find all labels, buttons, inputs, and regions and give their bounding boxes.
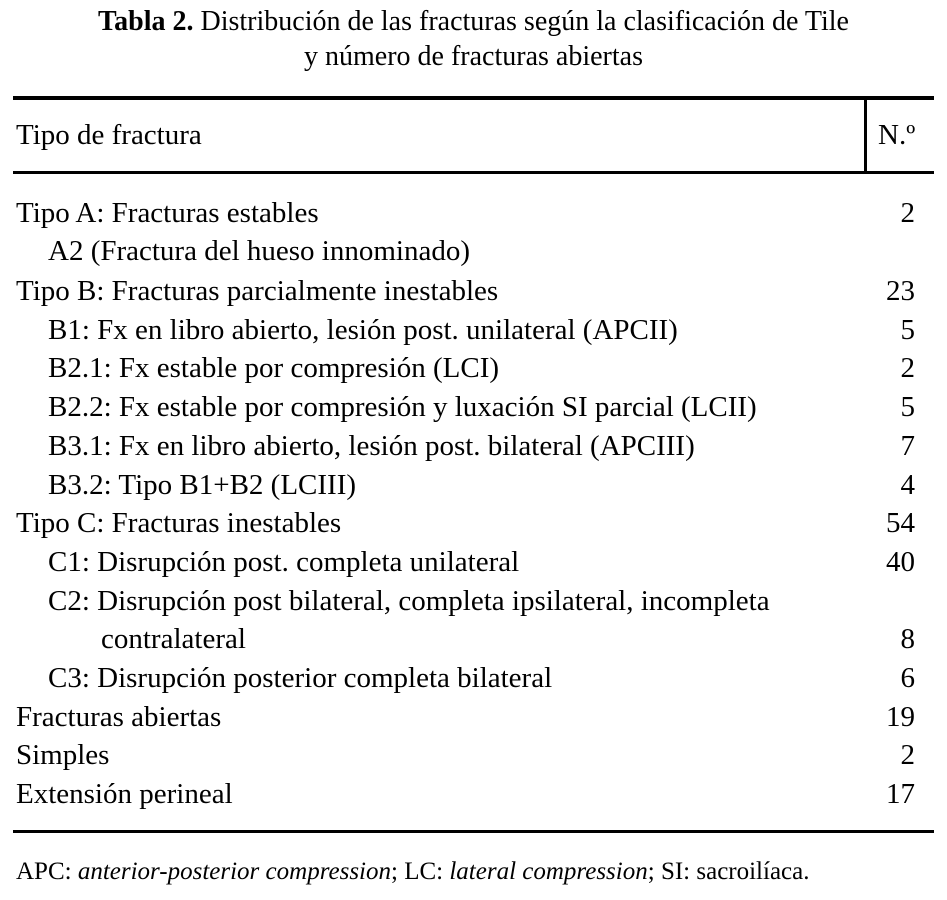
top-rule	[13, 96, 934, 100]
table-row	[16, 620, 915, 659]
table-row	[16, 466, 915, 505]
table-row	[16, 736, 915, 775]
row-label: B2.1: Fx estable por compresión (LCI)	[48, 352, 500, 384]
row-label: Extensión perineal	[16, 778, 233, 810]
row-label-continuation: contralateral	[101, 623, 246, 655]
footnote-apc-abbr: APC:	[16, 858, 72, 885]
row-value: 2	[900, 739, 915, 771]
table-row	[16, 775, 915, 814]
row-label: B3.1: Fx en libro abierto, lesión post. bilateral (APCIII)	[48, 430, 695, 462]
footnote-lc-text: lateral compression	[449, 858, 648, 885]
footnote-separator: ;	[391, 858, 398, 885]
row-value: 2	[900, 197, 915, 229]
row-label: Simples	[16, 739, 110, 771]
header-fracture-type: Tipo de fractura	[16, 119, 202, 151]
table-row	[16, 543, 915, 582]
row-value: 6	[900, 662, 915, 694]
table-row	[16, 311, 915, 350]
row-label: C1: Disrupción post. completa unilateral	[48, 546, 520, 578]
table-row	[16, 659, 915, 698]
row-value: 7	[900, 430, 915, 462]
row-value: 5	[900, 391, 915, 423]
table-row	[16, 232, 915, 271]
table-row	[16, 272, 915, 311]
caption-line-2: y número de fracturas abiertas	[304, 41, 643, 72]
table-caption	[0, 4, 947, 74]
footnote-apc-text: anterior-posterior compression	[77, 858, 391, 885]
header-count: N.º	[878, 119, 916, 151]
row-value: 5	[900, 314, 915, 346]
row-label: B3.2: Tipo B1+B2 (LCIII)	[48, 469, 357, 501]
row-value: 40	[886, 546, 915, 578]
header-rule	[13, 171, 934, 174]
caption-label: Tabla 2.	[98, 6, 194, 37]
table-row	[16, 698, 915, 737]
table-row	[16, 582, 915, 621]
row-value: 4	[900, 469, 915, 501]
table-row	[16, 388, 915, 427]
table-row	[16, 504, 915, 543]
table-row	[16, 427, 915, 466]
caption-text-1: Distribución de las fracturas según la clasificación de Tile	[200, 6, 849, 37]
row-label: B1: Fx en libro abierto, lesión post. unilateral (APCII)	[48, 314, 678, 346]
row-label: Fracturas abiertas	[16, 701, 222, 733]
row-value: 17	[886, 778, 915, 810]
row-label: B2.2: Fx estable por compresión y luxación SI parcial (LCII)	[48, 391, 757, 423]
row-value: 19	[886, 701, 915, 733]
row-label: Tipo B: Fracturas parcialmente inestables	[16, 275, 499, 307]
footnote-si: SI: sacroilíaca.	[660, 858, 810, 885]
row-label: C3: Disrupción posterior completa bilateral	[48, 662, 553, 694]
row-label: Tipo A: Fracturas estables	[16, 197, 319, 229]
footnote-lc-abbr: LC:	[404, 858, 444, 885]
row-value: 8	[900, 623, 915, 655]
table-row	[16, 349, 915, 388]
bottom-rule	[13, 830, 934, 833]
row-label: A2 (Fractura del hueso innominado)	[48, 235, 471, 267]
row-label: C2: Disrupción post bilateral, completa ipsilateral, incompleta	[48, 585, 770, 617]
row-value: 23	[886, 275, 915, 307]
footnote-separator: ;	[647, 858, 655, 885]
caption-line-1	[0, 4, 947, 39]
row-label: Tipo C: Fracturas inestables	[16, 507, 342, 539]
row-value: 54	[886, 507, 915, 539]
header-vertical-rule	[864, 96, 867, 174]
table-row	[16, 194, 915, 233]
table-footnote	[16, 856, 810, 888]
row-value: 2	[900, 352, 915, 384]
